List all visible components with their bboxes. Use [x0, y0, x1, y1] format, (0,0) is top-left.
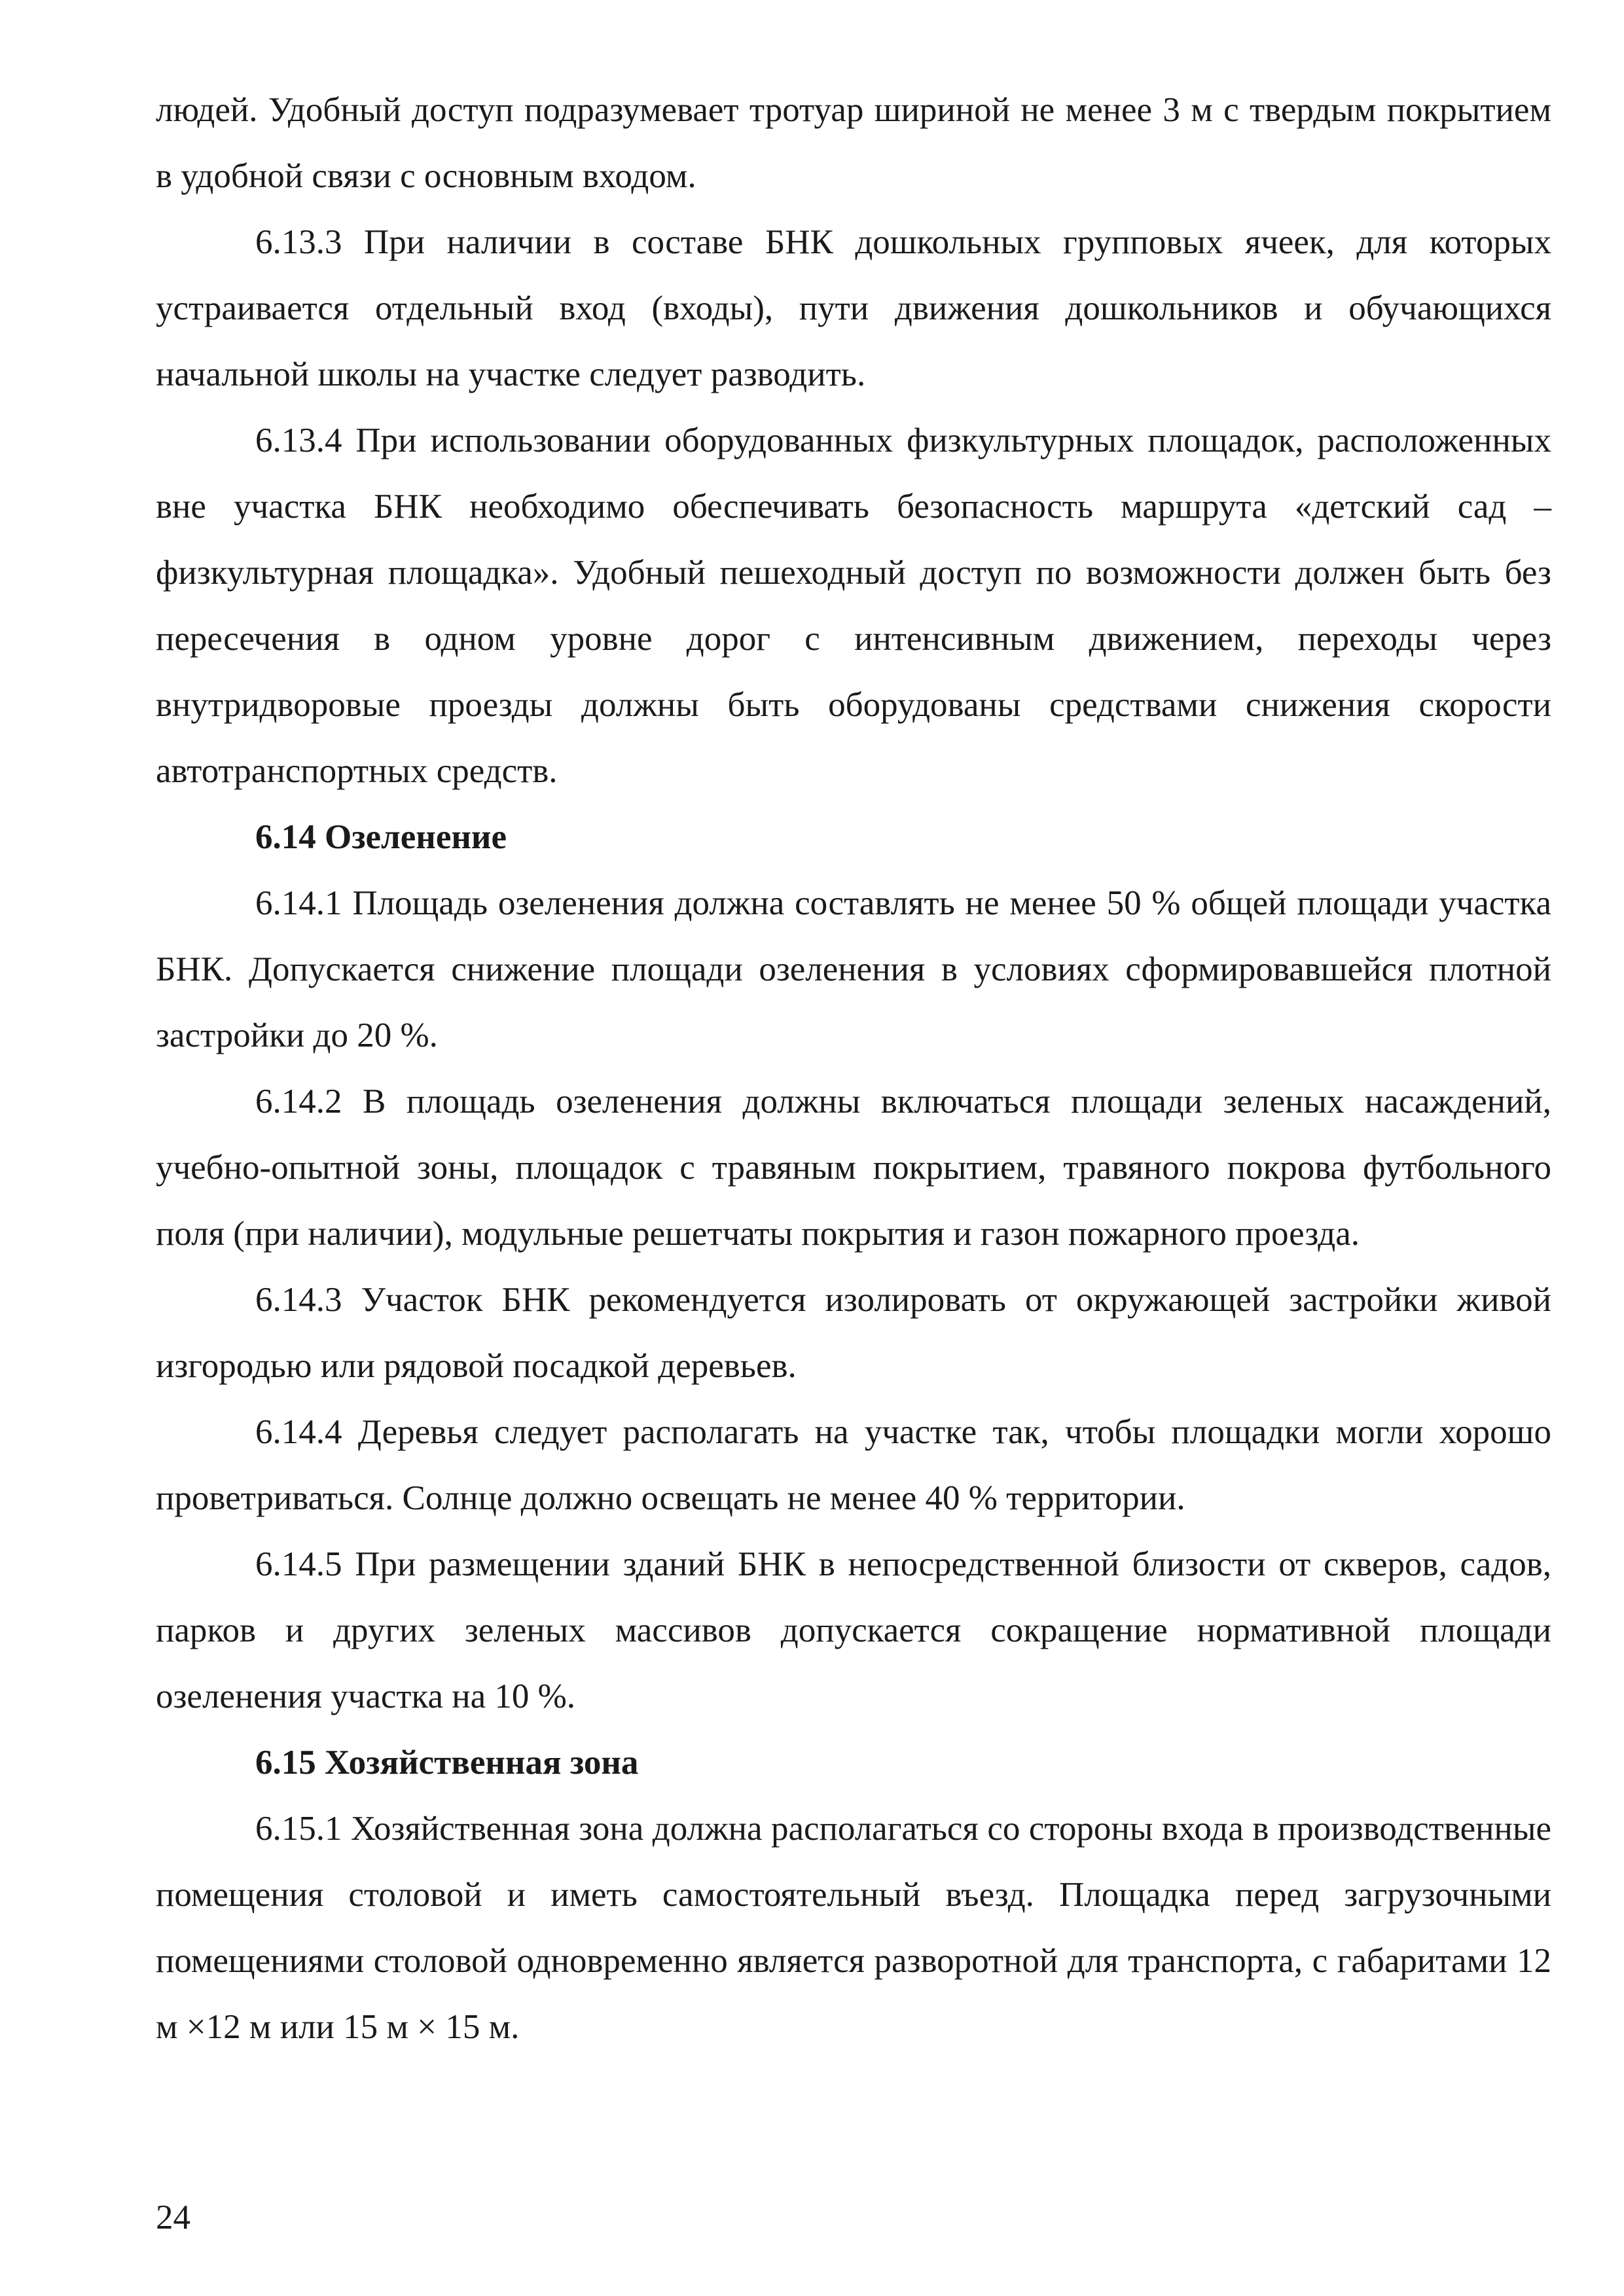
- paragraph-continuation: людей. Удобный доступ подразумевает тротуар шириной не менее 3 м с твердым покрытием в удобной связи с основным входом.: [156, 91, 1551, 195]
- paragraph-6-15-1: 6.15.1 Хозяйственная зона должна располагаться со стороны входа в производственные помещения столовой и иметь самостоятельный въезд. Площадка перед загрузочными помещениями столовой одновременно является разворотной для транспорта, с габаритами 12 м ×12 м или 15 м × 15 м.: [156, 1810, 1551, 2046]
- paragraph-6-14-3: 6.14.3 Участок БНК рекомендуется изолировать от окружающей застройки живой изгородью или рядовой посадкой деревьев.: [156, 1281, 1551, 1385]
- page-number: 24: [156, 2198, 190, 2236]
- section-heading-6-15: 6.15 Хозяйственная зона: [255, 1744, 639, 1782]
- paragraph-6-14-4: 6.14.4 Деревья следует располагать на участке так, чтобы площадки могли хорошо проветриваться. Солнце должно освещать не менее 40 % территории.: [156, 1413, 1551, 1517]
- paragraph-6-14-2: 6.14.2 В площадь озеленения должны включаться площади зеленых насаждений, учебно-опытной зоны, площадок с травяным покрытием, травяного покрова футбольного поля (при наличии), модульные решетчаты покрытия и газон пожарного проезда.: [156, 1083, 1551, 1253]
- paragraph-6-14-1: 6.14.1 Площадь озеленения должна составлять не менее 50 % общей площади участка БНК. Допускается снижение площади озеленения в условиях сформировавшейся плотной застройки до 20 %.: [156, 884, 1551, 1054]
- document-body: [156, 77, 1551, 2060]
- paragraph-6-13-3: 6.13.3 При наличии в составе БНК дошкольных групповых ячеек, для которых устраивается отдельный вход (входы), пути движения дошкольников и обучающихся начальной школы на участке следует разводить.: [156, 223, 1551, 393]
- paragraph-6-13-4: 6.13.4 При использовании оборудованных физкультурных площадок, расположенных вне участка БНК необходимо обеспечивать безопасность маршрута «детский сад – физкультурная площадка». Удобный пешеходный доступ по возможности должен быть без пересечения в одном уровне дорог с интенсивным движением, переходы через внутридворовые проезды должны быть оборудованы средствами снижения скорости автотранспортных средств.: [156, 422, 1551, 790]
- paragraph-6-14-5: 6.14.5 При размещении зданий БНК в непосредственной близости от скверов, садов, парков и других зеленых массивов допускается сокращение нормативной площади озеленения участка на 10 %.: [156, 1545, 1551, 1715]
- section-heading-6-14: 6.14 Озеленение: [255, 818, 507, 856]
